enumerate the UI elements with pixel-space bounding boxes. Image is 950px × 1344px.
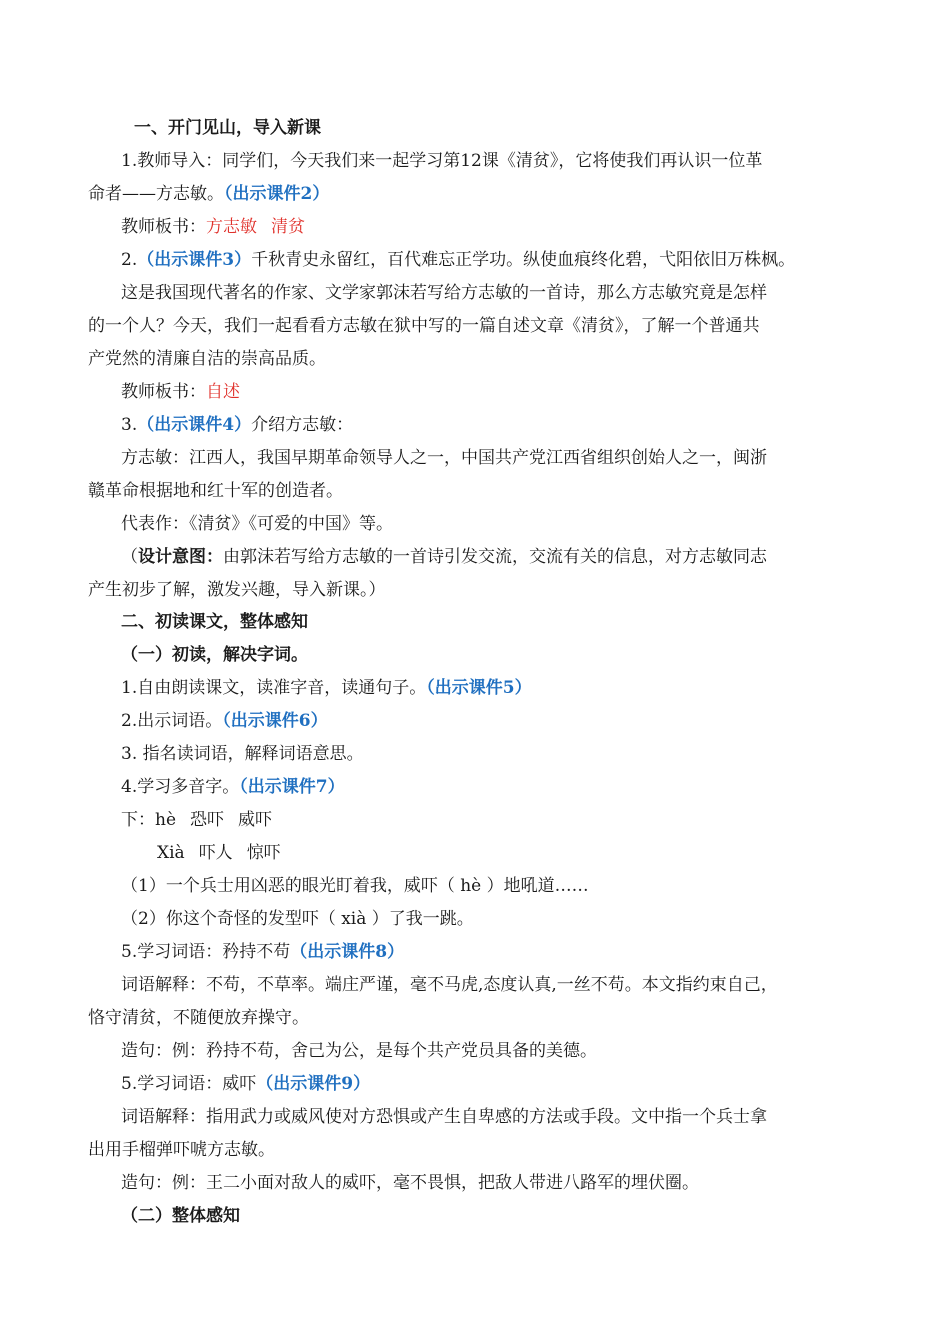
example-sentence-2: （2）你这个奇怪的发型吓（ xià ）了我一跳。 bbox=[121, 909, 474, 929]
polyphone-word: 吓人 bbox=[198, 843, 233, 863]
item-text: 5.学习词语：矜持不苟 bbox=[121, 942, 291, 962]
board-label: 教师板书： bbox=[121, 382, 206, 402]
sentence-example-1: 造句：例：矜持不苟，舍己为公，是每个共产党员具备的美德。 bbox=[121, 1041, 597, 1061]
polyphone-word: 威吓 bbox=[238, 810, 273, 830]
board-word: 方志敏 bbox=[206, 217, 257, 237]
courseware-ref-4: （出示课件4） bbox=[137, 415, 252, 435]
design-intent-label: 设计意图： bbox=[138, 547, 223, 567]
paragraph-3-line-1: 这是我国现代著名的作家、文学家郭沫若写给方志敏的一首诗，那么方志敏究竟是怎样 bbox=[121, 283, 767, 303]
paragraph-3-line-2: 的一个人？今天，我们一起看看方志敏在狱中写的一篇自述文章《清贫》，了解一个普通共 bbox=[88, 316, 760, 336]
item-5 bbox=[121, 940, 404, 964]
item-text: 4.学习多音字。 bbox=[121, 777, 240, 797]
paragraph-1-text: 命者——方志敏。 bbox=[88, 184, 224, 204]
pinyin: Xià bbox=[157, 843, 185, 863]
board-writing-2 bbox=[121, 380, 240, 404]
item-3: 3. 指名读词语，解释词语意思。 bbox=[121, 744, 364, 764]
polyphone-word: 恐吓 bbox=[190, 810, 225, 830]
paragraph-6: 代表作：《清贫》《可爱的中国》等。 bbox=[121, 514, 393, 534]
board-word: 自述 bbox=[206, 382, 240, 402]
subheading-1: （一）初读，解决字词。 bbox=[121, 645, 308, 665]
item-text: 5.学习词语：威吓 bbox=[121, 1074, 257, 1094]
paragraph-1-line-2 bbox=[88, 182, 329, 206]
polyphone-word: 惊吓 bbox=[246, 843, 281, 863]
courseware-ref-7: （出示课件7） bbox=[239, 777, 345, 797]
courseware-ref-6: （出示课件6） bbox=[222, 711, 328, 731]
polyphone-row-2 bbox=[157, 841, 281, 865]
item-text: 1.自由朗读课文，读准字音，读通句子。 bbox=[121, 678, 427, 698]
sentence-example-2: 造句：例：王二小面对敌人的威吓，毫不畏惧，把敌人带进八路军的埋伏圈。 bbox=[121, 1173, 699, 1193]
item-1 bbox=[121, 676, 532, 700]
board-writing-1 bbox=[121, 215, 305, 239]
section-heading-2: 二、初读课文，整体感知 bbox=[121, 612, 308, 632]
definition-1-line-1: 词语解释：不苟，不草率。端庄严谨，毫不马虎,态度认真,一丝不苟。本文指约束自己， bbox=[121, 975, 778, 995]
item-2 bbox=[121, 709, 328, 733]
design-intent-line-1 bbox=[121, 545, 767, 569]
pinyin: hè bbox=[155, 810, 177, 830]
paragraph-1-line-1: 1.教师导入：同学们，今天我们来一起学习第12课《清贫》，它将使我们再认识一位革 bbox=[121, 151, 763, 171]
paragraph-4 bbox=[121, 413, 353, 437]
intent-paren: （ bbox=[121, 547, 138, 567]
paragraph-5-line-1: 方志敏：江西人，我国早期革命领导人之一，中国共产党江西省组织创始人之一，闽浙 bbox=[121, 448, 767, 468]
poem-text: 千秋青史永留红，百代难忘正学功。纵使血痕终化碧，弋阳依旧万株枫。 bbox=[251, 250, 796, 270]
item-number: 2. bbox=[121, 250, 138, 270]
design-intent-text: 由郭沫若写给方志敏的一首诗引发交流，交流有关的信息，对方志敏同志 bbox=[223, 547, 767, 567]
polyphone-row-1 bbox=[121, 808, 272, 832]
item-6 bbox=[121, 1072, 370, 1096]
courseware-ref-8: （出示课件8） bbox=[290, 942, 405, 962]
courseware-ref-3: （出示课件3） bbox=[137, 250, 252, 270]
item-number: 3. bbox=[121, 415, 138, 435]
example-sentence-1: （1）一个兵士用凶恶的眼光盯着我，威吓（ hè ）地吼道…… bbox=[121, 876, 589, 896]
board-word: 清贫 bbox=[271, 217, 305, 237]
subheading-2: （二）整体感知 bbox=[121, 1206, 240, 1226]
board-label: 教师板书： bbox=[121, 217, 206, 237]
section-heading-1: 一、开门见山，导入新课 bbox=[134, 118, 321, 138]
item-text: 2.出示词语。 bbox=[121, 711, 223, 731]
paragraph-2 bbox=[121, 248, 795, 272]
paragraph-3-line-3: 产党然的清廉自洁的崇高品质。 bbox=[88, 349, 326, 369]
definition-1-line-2: 恪守清贫，不随便放弃操守。 bbox=[88, 1008, 309, 1028]
definition-2-line-2: 出用手榴弹吓唬方志敏。 bbox=[88, 1140, 275, 1160]
courseware-ref-9: （出示课件9） bbox=[256, 1074, 371, 1094]
definition-2-line-1: 词语解释：指用武力或威风使对方恐惧或产生自卑感的方法或手段。文中指一个兵士拿 bbox=[121, 1107, 767, 1127]
paragraph-4-text: 介绍方志敏： bbox=[251, 415, 354, 435]
polyphone-char: 下： bbox=[121, 810, 155, 830]
design-intent-line-2: 产生初步了解，激发兴趣，导入新课。） bbox=[88, 580, 386, 600]
paragraph-5-line-2: 赣革命根据地和红十军的创造者。 bbox=[88, 481, 343, 501]
item-4 bbox=[121, 775, 345, 799]
courseware-ref-5: （出示课件5） bbox=[426, 678, 532, 698]
courseware-ref-2: （出示课件2） bbox=[224, 184, 330, 204]
